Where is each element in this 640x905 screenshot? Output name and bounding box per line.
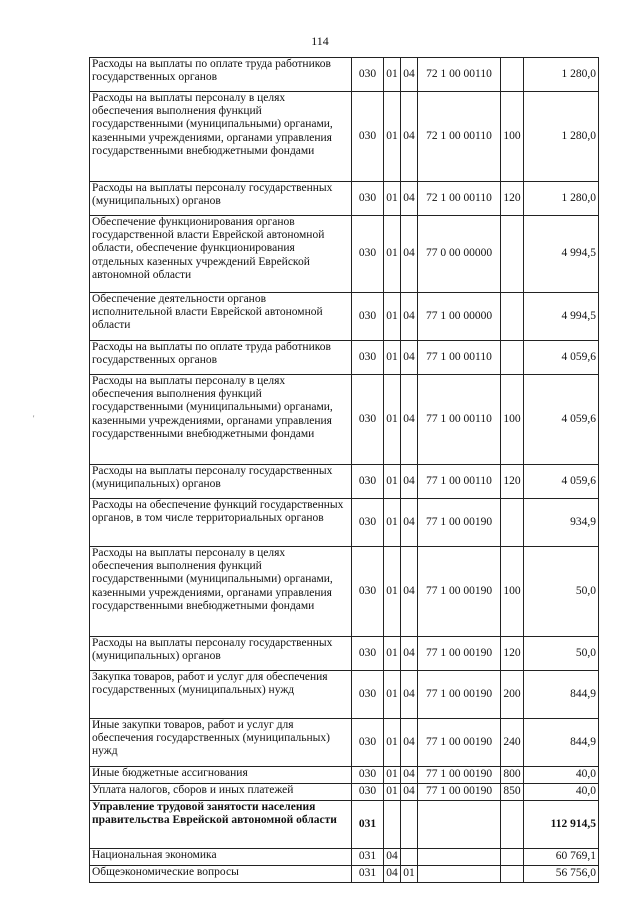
row-admin-code: 030 <box>352 637 384 671</box>
table-row <box>90 866 599 883</box>
row-target-article <box>418 866 501 883</box>
row-target-article: 77 0 00 00000 <box>418 216 501 293</box>
row-expense-type: 800 <box>501 767 524 784</box>
table-row <box>90 784 599 801</box>
row-amount: 112 914,5 <box>524 801 599 849</box>
table-row <box>90 499 599 547</box>
row-section-code: 01 <box>384 58 401 92</box>
row-section-code: 01 <box>384 341 401 375</box>
row-target-article: 77 1 00 00190 <box>418 671 501 719</box>
table-row <box>90 767 599 784</box>
row-expense-type <box>501 801 524 849</box>
row-name: Расходы на выплаты персоналу в целях обеспечения выполнения функций государственными (муниципальными) органами, казенными учреждениями, органами управления государственными внебюджетными фондами <box>90 375 352 465</box>
row-amount: 60 769,1 <box>524 849 599 866</box>
row-expense-type <box>501 849 524 866</box>
row-expense-type <box>501 293 524 341</box>
row-section-code: 04 <box>384 866 401 883</box>
row-name: Иные бюджетные ассигнования <box>90 767 352 784</box>
row-subsection-code: 04 <box>401 216 418 293</box>
budget-table <box>89 57 599 883</box>
row-subsection-code: 04 <box>401 719 418 767</box>
row-section-code: 01 <box>384 767 401 784</box>
table-row <box>90 637 599 671</box>
table-row <box>90 216 599 293</box>
row-target-article: 77 1 00 00000 <box>418 293 501 341</box>
table-row <box>90 719 599 767</box>
table-row <box>90 375 599 465</box>
row-expense-type: 200 <box>501 671 524 719</box>
row-expense-type <box>501 866 524 883</box>
row-amount: 40,0 <box>524 767 599 784</box>
row-section-code: 01 <box>384 637 401 671</box>
row-target-article: 72 1 00 00110 <box>418 182 501 216</box>
row-amount: 4 059,6 <box>524 375 599 465</box>
table-row <box>90 671 599 719</box>
row-name: Расходы на выплаты персоналу государственных (муниципальных) органов <box>90 465 352 499</box>
row-name: Расходы на обеспечение функций государственных органов, в том числе территориальных органов <box>90 499 352 547</box>
table-row <box>90 465 599 499</box>
table-row <box>90 182 599 216</box>
row-section-code: 01 <box>384 216 401 293</box>
row-name: Расходы на выплаты персоналу в целях обеспечения выполнения функций государственными (муниципальными) органами, казенными учреждениями, органами управления государственными внебюджетными фондами <box>90 547 352 637</box>
row-section-code: 01 <box>384 182 401 216</box>
row-subsection-code: 04 <box>401 499 418 547</box>
row-expense-type <box>501 499 524 547</box>
row-expense-type: 850 <box>501 784 524 801</box>
row-admin-code: 030 <box>352 784 384 801</box>
row-target-article: 77 1 00 00190 <box>418 767 501 784</box>
row-name: Расходы на выплаты по оплате труда работников государственных органов <box>90 58 352 92</box>
row-admin-code: 030 <box>352 182 384 216</box>
table-row <box>90 801 599 849</box>
row-target-article: 72 1 00 00110 <box>418 92 501 182</box>
row-amount: 4 994,5 <box>524 216 599 293</box>
row-section-code <box>384 801 401 849</box>
row-name: Обеспечение функционирования органов государственной власти Еврейской автономной области, обеспечение функционирования отдельных казенных учреждений Еврейской автономной области <box>90 216 352 293</box>
row-subsection-code <box>401 801 418 849</box>
row-target-article: 77 1 00 00110 <box>418 341 501 375</box>
row-name: Расходы на выплаты по оплате труда работников государственных органов <box>90 341 352 375</box>
row-admin-code: 031 <box>352 801 384 849</box>
row-subsection-code: 04 <box>401 92 418 182</box>
row-amount: 844,9 <box>524 671 599 719</box>
row-subsection-code: 04 <box>401 671 418 719</box>
row-expense-type: 240 <box>501 719 524 767</box>
row-expense-type: 120 <box>501 465 524 499</box>
page-number: 114 <box>311 34 329 48</box>
row-admin-code: 030 <box>352 216 384 293</box>
row-section-code: 01 <box>384 465 401 499</box>
row-name: Уплата налогов, сборов и иных платежей <box>90 784 352 801</box>
row-admin-code: 030 <box>352 767 384 784</box>
row-amount: 4 059,6 <box>524 341 599 375</box>
row-subsection-code: 01 <box>401 866 418 883</box>
row-section-code: 01 <box>384 719 401 767</box>
margin-mark: ' <box>33 414 35 423</box>
table-row <box>90 92 599 182</box>
row-subsection-code: 04 <box>401 784 418 801</box>
row-subsection-code: 04 <box>401 547 418 637</box>
row-expense-type: 100 <box>501 92 524 182</box>
row-subsection-code: 04 <box>401 182 418 216</box>
row-amount: 844,9 <box>524 719 599 767</box>
row-target-article <box>418 801 501 849</box>
row-expense-type: 120 <box>501 182 524 216</box>
row-amount: 4 059,6 <box>524 465 599 499</box>
row-target-article: 77 1 00 00190 <box>418 719 501 767</box>
row-amount: 4 994,5 <box>524 293 599 341</box>
table-row <box>90 341 599 375</box>
row-amount: 50,0 <box>524 547 599 637</box>
row-expense-type <box>501 341 524 375</box>
row-amount: 1 280,0 <box>524 92 599 182</box>
row-target-article: 77 1 00 00190 <box>418 637 501 671</box>
row-admin-code: 030 <box>352 465 384 499</box>
table-row <box>90 547 599 637</box>
row-expense-type: 120 <box>501 637 524 671</box>
row-expense-type <box>501 58 524 92</box>
row-section-code: 01 <box>384 784 401 801</box>
row-target-article: 77 1 00 00190 <box>418 499 501 547</box>
row-amount: 50,0 <box>524 637 599 671</box>
row-admin-code: 030 <box>352 293 384 341</box>
row-name: Закупка товаров, работ и услуг для обеспечения государственных (муниципальных) нужд <box>90 671 352 719</box>
row-amount: 934,9 <box>524 499 599 547</box>
row-target-article: 77 1 00 00110 <box>418 465 501 499</box>
table-row <box>90 849 599 866</box>
row-section-code: 01 <box>384 547 401 637</box>
row-expense-type: 100 <box>501 547 524 637</box>
row-expense-type <box>501 216 524 293</box>
row-amount: 40,0 <box>524 784 599 801</box>
row-subsection-code: 04 <box>401 375 418 465</box>
row-subsection-code: 04 <box>401 767 418 784</box>
table-row <box>90 58 599 92</box>
row-subsection-code <box>401 849 418 866</box>
row-target-article: 77 1 00 00190 <box>418 784 501 801</box>
row-target-article: 72 1 00 00110 <box>418 58 501 92</box>
row-section-code: 01 <box>384 671 401 719</box>
row-section-code: 01 <box>384 293 401 341</box>
row-admin-code: 030 <box>352 499 384 547</box>
row-subsection-code: 04 <box>401 341 418 375</box>
row-admin-code: 030 <box>352 375 384 465</box>
row-name: Иные закупки товаров, работ и услуг для обеспечения государственных (муниципальных) нужд <box>90 719 352 767</box>
row-name: Управление трудовой занятости населения правительства Еврейской автономной области <box>90 801 352 849</box>
row-target-article <box>418 849 501 866</box>
row-section-code: 04 <box>384 849 401 866</box>
row-amount: 1 280,0 <box>524 58 599 92</box>
row-admin-code: 030 <box>352 341 384 375</box>
row-admin-code: 030 <box>352 547 384 637</box>
row-amount: 56 756,0 <box>524 866 599 883</box>
row-target-article: 77 1 00 00190 <box>418 547 501 637</box>
row-admin-code: 030 <box>352 719 384 767</box>
row-subsection-code: 04 <box>401 637 418 671</box>
row-subsection-code: 04 <box>401 58 418 92</box>
row-expense-type: 100 <box>501 375 524 465</box>
row-name: Обеспечение деятельности органов исполнительной власти Еврейской автономной области <box>90 293 352 341</box>
row-amount: 1 280,0 <box>524 182 599 216</box>
row-section-code: 01 <box>384 92 401 182</box>
row-name: Общеэкономические вопросы <box>90 866 352 883</box>
table-row <box>90 293 599 341</box>
row-target-article: 77 1 00 00110 <box>418 375 501 465</box>
row-name: Расходы на выплаты персоналу государственных (муниципальных) органов <box>90 182 352 216</box>
row-admin-code: 031 <box>352 849 384 866</box>
row-admin-code: 030 <box>352 671 384 719</box>
row-name: Расходы на выплаты персоналу государственных (муниципальных) органов <box>90 637 352 671</box>
row-subsection-code: 04 <box>401 465 418 499</box>
row-admin-code: 030 <box>352 92 384 182</box>
row-subsection-code: 04 <box>401 293 418 341</box>
row-admin-code: 030 <box>352 58 384 92</box>
row-section-code: 01 <box>384 375 401 465</box>
row-name: Расходы на выплаты персоналу в целях обеспечения выполнения функций государственными (муниципальными) органами, казенными учреждениями, органами управления государственными внебюджетными фондами <box>90 92 352 182</box>
row-name: Национальная экономика <box>90 849 352 866</box>
row-admin-code: 031 <box>352 866 384 883</box>
row-section-code: 01 <box>384 499 401 547</box>
